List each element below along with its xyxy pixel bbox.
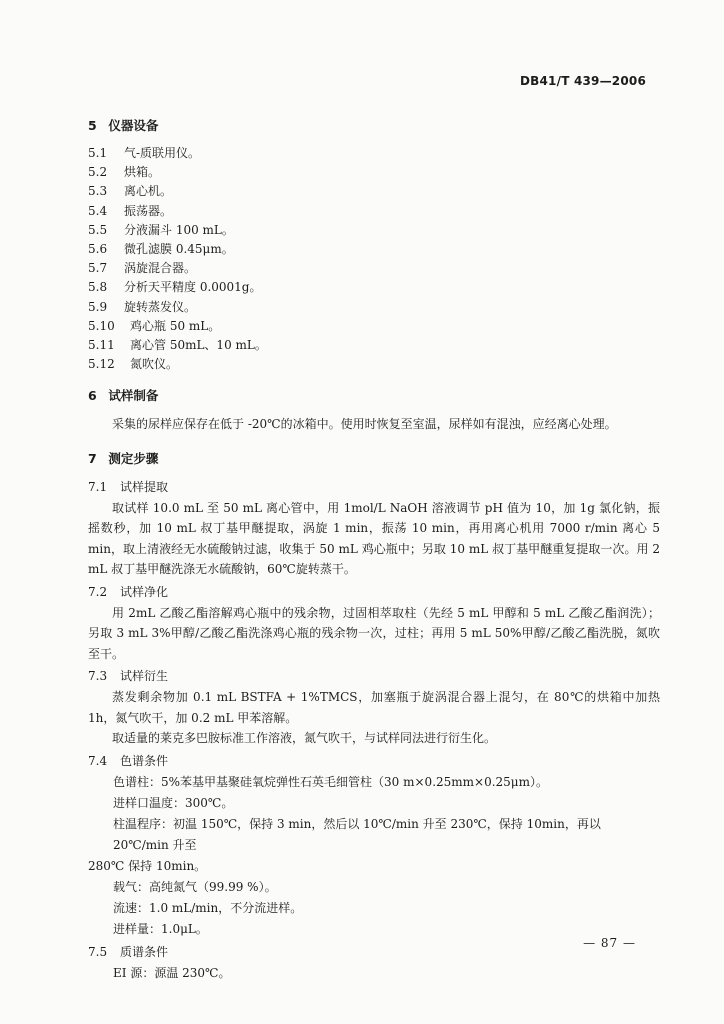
subsection-7-4-heading xyxy=(88,751,660,772)
section-7-heading xyxy=(88,449,660,467)
subsection-title: 色谱条件 xyxy=(120,753,169,768)
flow-rate-condition: 流速：1.0 mL/min，不分流进样。 xyxy=(113,900,303,915)
item-number: 5.7 xyxy=(88,261,108,276)
oven-program-condition: 柱温程序：初温 150℃，保持 3 min，然后以 10℃/min 升至 230℃，保持 10min，再以 20℃/min 升至 xyxy=(113,816,601,852)
injection-volume-condition: 进样量：1.0μL。 xyxy=(113,921,208,936)
list-item xyxy=(88,163,660,182)
section-title-text: 测定步骤 xyxy=(108,450,159,466)
page-number: — 87 — xyxy=(583,936,636,950)
list-item xyxy=(88,278,660,297)
item-text: 离心管 50mL、10 mL。 xyxy=(130,338,267,353)
oven-program-continuation: 280℃ 保持 10min。 xyxy=(88,858,207,873)
item-text: 气-质联用仪。 xyxy=(124,146,201,160)
item-text: 鸡心瓶 50 mL。 xyxy=(130,318,221,333)
standard-code-header: DB41/T 439—2006 xyxy=(520,74,646,88)
list-item xyxy=(88,202,660,221)
item-number: 5.6 xyxy=(88,242,108,257)
subsection-7-2-heading xyxy=(88,582,660,603)
list-item xyxy=(88,259,660,278)
list-item xyxy=(88,221,660,240)
sample-prep-paragraph: 采集的尿样应保存在低于 -20℃的冰箱中。使用时恢复至室温，尿样如有混浊，应经离心处理。 xyxy=(112,417,617,432)
list-item xyxy=(88,317,660,336)
subsection-number: 7.3 xyxy=(88,669,108,684)
list-item xyxy=(88,144,660,163)
item-text: 振荡器。 xyxy=(124,203,173,218)
item-text: 微孔滤膜 0.45μm。 xyxy=(124,242,234,257)
inlet-temp-condition: 进样口温度：300℃。 xyxy=(113,795,234,810)
subsection-7-1-heading xyxy=(88,477,660,498)
equipment-list xyxy=(88,144,660,374)
subsection-title: 试样提取 xyxy=(120,479,169,494)
list-item xyxy=(88,298,660,317)
subsection-number: 7.4 xyxy=(88,753,108,768)
item-number: 5.10 xyxy=(88,318,115,333)
item-text: 离心机。 xyxy=(124,184,173,199)
item-number: 5.2 xyxy=(88,165,108,180)
subsection-7-5-heading xyxy=(88,942,660,963)
subsection-7-3-heading xyxy=(88,666,660,687)
standard-derivatization-paragraph: 取适量的莱克多巴胺标准工作溶液，氮气吹干，与试样同法进行衍生化。 xyxy=(112,731,497,746)
column-condition: 色谱柱：5%苯基甲基聚硅氧烷弹性石英毛细管柱（30 m×0.25mm×0.25μm）。 xyxy=(113,774,548,789)
item-number: 5.12 xyxy=(88,357,115,372)
item-text: 涡旋混合器。 xyxy=(124,261,197,276)
subsection-number: 7.1 xyxy=(88,479,108,494)
ei-source-condition: EI 源：源温 230℃。 xyxy=(113,965,231,980)
content-body xyxy=(88,116,660,984)
item-text: 旋转蒸发仪。 xyxy=(124,299,197,314)
extraction-paragraph: 取试样 10.0 mL 至 50 mL 离心管中，用 1mol/L NaOH 溶液调节 pH 值为 10，加 1g 氯化钠，振摇数秒，加 10 mL 叔丁基甲醚提取，涡旋 1 min，振荡 10 min，再用离心机用 7000 r/min 离心 5 min，取上清液经无水硫酸钠过滤，收集于 50 mL 鸡心瓶中；另取 10 mL 叔丁基甲醚重复提取一次。用 2 mL 叔丁基甲醚洗涤无水硫酸钠，60℃旋转蒸干。 xyxy=(88,500,660,577)
section-number: 5 xyxy=(88,118,97,133)
item-text: 分析天平精度 0.0001g。 xyxy=(124,280,262,295)
item-number: 5.9 xyxy=(88,299,108,314)
item-text: 烘箱。 xyxy=(124,165,161,180)
item-text: 分液漏斗 100 mL。 xyxy=(124,222,234,237)
subsection-title: 质谱条件 xyxy=(120,944,169,959)
section-number: 6 xyxy=(88,388,97,404)
item-number: 5.4 xyxy=(88,203,108,218)
subsection-title: 试样净化 xyxy=(120,584,169,599)
item-number: 5.5 xyxy=(88,222,108,237)
item-text: 氮吹仪。 xyxy=(130,357,179,372)
derivatization-paragraph: 蒸发剩余物加 0.1 mL BSTFA + 1%TMCS，加塞瓶于旋涡混合器上混匀，在 80℃的烘箱中加热 1h，氮气吹干，加 0.2 mL 甲苯溶解。 xyxy=(88,690,660,725)
section-title-text: 仪器设备 xyxy=(108,118,159,133)
subsection-number: 7.2 xyxy=(88,584,108,599)
section-title-text: 试样制备 xyxy=(108,388,159,404)
item-number: 5.8 xyxy=(88,280,108,295)
list-item xyxy=(88,336,660,355)
item-number: 5.3 xyxy=(88,184,108,199)
section-6-heading xyxy=(88,386,660,404)
section-number: 7 xyxy=(88,450,97,466)
list-item xyxy=(88,182,660,201)
subsection-title: 试样衍生 xyxy=(120,669,169,684)
item-number: 5.1 xyxy=(88,146,108,160)
item-number: 5.11 xyxy=(88,338,115,353)
section-5-heading xyxy=(88,116,660,134)
purification-paragraph: 用 2mL 乙酸乙酯溶解鸡心瓶中的残余物，过固相萃取柱（先经 5 mL 甲醇和 5 mL 乙酸乙酯润洗）；另取 3 mL 3%甲醇/乙酸乙酯洗涤鸡心瓶的残余物一次，过柱；再用 5 mL 50%甲醇/乙酸乙酯洗脱，氮吹至干。 xyxy=(88,605,660,661)
list-item xyxy=(88,355,660,374)
carrier-gas-condition: 载气：高纯氮气（99.99 %）。 xyxy=(113,879,277,894)
list-item xyxy=(88,240,660,259)
subsection-number: 7.5 xyxy=(88,944,108,959)
